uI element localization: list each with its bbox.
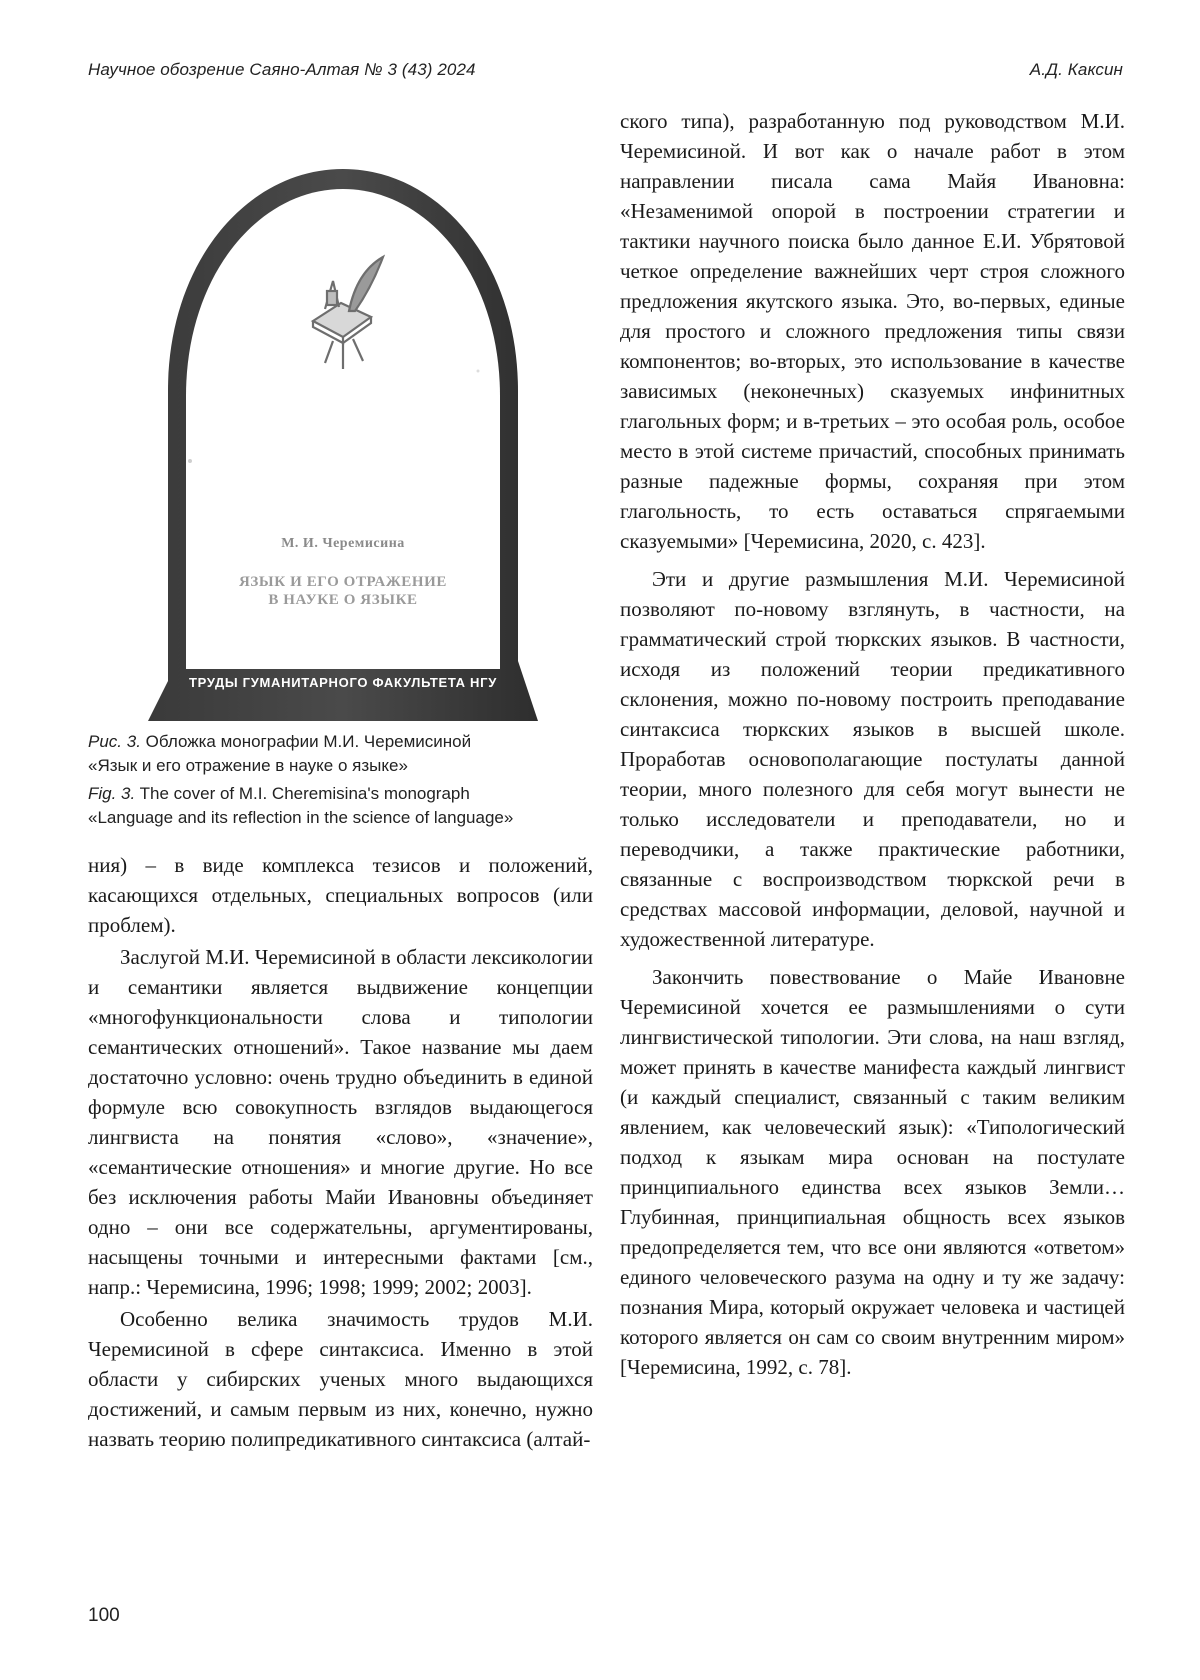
cover-title-line1: ЯЗЫК И ЕГО ОТРАЖЕНИЕ — [238, 574, 448, 590]
right-paragraph-3: Закончить повествование о Майе Ивановне Черемисиной хочется ее размышлениями о сути лингвистической типологии. Эти слова, на наш взгляд, может принять в качестве манифеста каждый лингвист (и каждый специалист, связанный с таким великим явлением, как человеческий язык): «Типологический подход к языкам мира основан на постулате принципиального единства всех языков Земли… Глубинная, принципиальная общность всех языков предопределяется тем, что все они являются «ответом» единого человеческого разума на одну и ту же задачу: познания Мира, который окружает человека и частицей которого является он сам со своим внутренним миром» [Черемисина, 1992, с. 78]. — [620, 965, 1125, 1379]
cover-title — [188, 573, 498, 609]
right-paragraph-2: Эти и другие размышления М.И. Черемисиной позволяют по-новому взглянуть, в частности, на грамматический строй тюркских языков. В частности, исходя из положений теории предикативного склонения, можно по-новому построить преподавание синтаксиса тюркских языков в высшей школе. Проработав основополагающие постулаты данной теории, много полезного для себя могут вынести не только исследователи и преподаватели, но и переводчики, а также практические работники, связанные с воспроизводством тюркской речи в средствах массовой информации, деловой, научной и художественной литературе. — [620, 567, 1125, 951]
right-column — [620, 106, 1125, 1382]
right-paragraph-1: ского типа), разработанную под руководством М.И. Черемисиной. И вот как о начале работ в этом направлении писала сама Майя Ивановна: «Незаменимой опорой в построении стратегии и тактики научного поиска было данное Е.И. Убрятовой четкое определение важнейших черт строя сложного предложения якутского языка. Это, во-первых, единые для простого и сложного предложения типы связи компонентов; во-вторых, это использование в качестве зависимых (неконечных) сказуемых инфинитных глагольных форм; и в-третьих – это особая роль, особое место в этой системе причастий, способных принимать разные падежные формы, сохраняя при этом глагольность, то есть оставаться спрягаемыми сказуемыми» [Черемисина, 2020, с. 423]. — [620, 109, 1125, 553]
caption-en-line2: «Language and its reflection in the science of language» — [88, 808, 514, 827]
cover-title-line2: В НАУКЕ О ЯЗЫКЕ — [268, 592, 418, 608]
figure-caption — [88, 730, 593, 830]
page-number: 100 — [88, 1605, 120, 1626]
left-column — [88, 850, 593, 1454]
left-paragraph-2: Заслугой М.И. Черемисиной в области лексикологии и семантики является выдвижение концепции «многофункциональности слова и типологии семантических отношений». Такое название мы даем достаточно условно: очень трудно объединить в единой формуле всю совокупность взглядов выдающегося лингвиста на понятия «слово», «значение», «семантические отношения» и многие другие. Но все без исключения работы Майи Ивановны объединяет одно – они все содержательны, аргументированы, насыщены точными и интересными фактами [см., напр.: Черемисина, 1996; 1998; 1999; 2002; 2003]. — [88, 945, 593, 1299]
figure-monograph-cover — [88, 106, 593, 827]
caption-ru-line1 — [88, 730, 593, 754]
left-paragraph-3: Особенно велика значимость трудов М.И. Черемисиной в сфере синтаксиса. Именно в этой области у сибирских ученых много выдающихся достижений, и самым первым из них, конечно, нужно назвать теорию полипредикативного синтаксиса (алтай- — [88, 1307, 593, 1451]
left-paragraph-1: ния) – в виде комплекса тезисов и положений, касающихся отдельных, специальных вопросов (или проблем). — [88, 853, 593, 937]
author-running-head: А.Д. Каксин — [1029, 60, 1123, 79]
caption-en-label: Fig. 3. — [88, 784, 136, 803]
cover-series: ТРУДЫ ГУМАНИТАРНОГО ФАКУЛЬТЕТА НГУ — [188, 675, 498, 690]
caption-ru-text1: Обложка монографии М.И. Черемисиной — [140, 732, 472, 751]
caption-en-text1: The cover of M.I. Cheremisina's monograph — [135, 784, 470, 803]
caption-en-line1 — [88, 782, 593, 806]
caption-ru-label: Рис. 3. — [88, 732, 141, 751]
book-cover — [148, 161, 538, 721]
cover-artwork — [148, 161, 538, 721]
cover-author: М. И. Черемисина — [281, 536, 405, 551]
journal-running-head: Научное обозрение Саяно-Алтая № 3 (43) 2024 — [88, 60, 476, 79]
caption-ru-line2: «Язык и его отражение в науке о языке» — [88, 756, 408, 775]
